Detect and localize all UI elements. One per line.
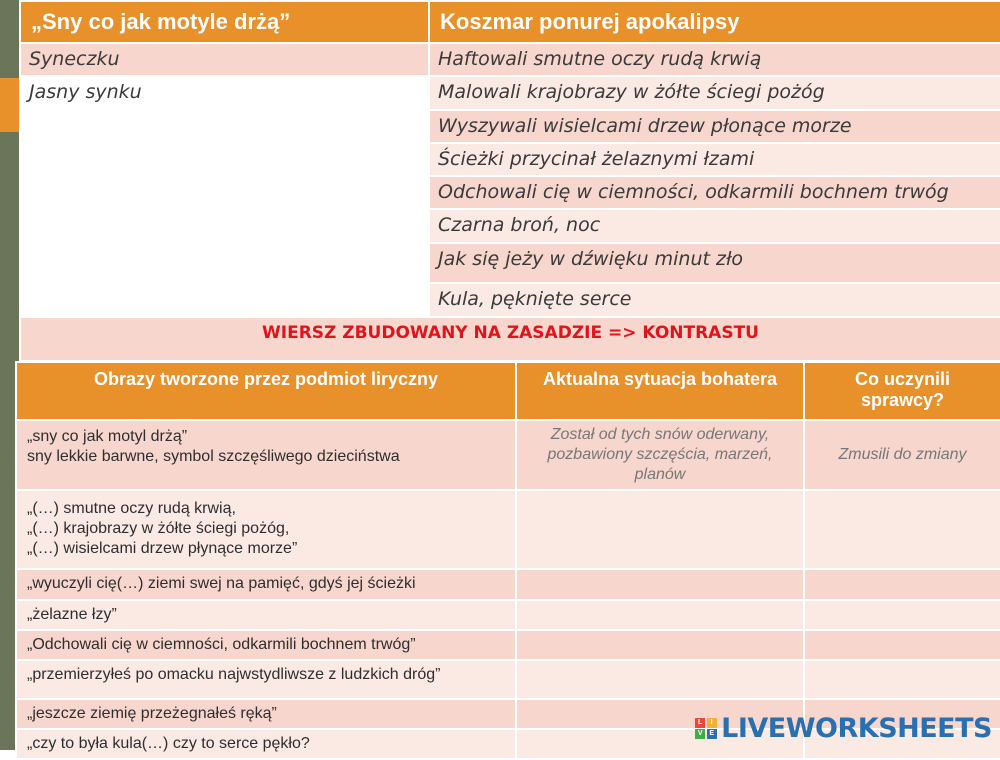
left-cell-jasny-synku: Jasny synku	[20, 76, 429, 317]
images-line: „Odchowali cię w ciemności, odkarmili bochnem trwóg”	[27, 636, 416, 653]
images-cell	[16, 569, 516, 600]
situation-input-cell[interactable]	[516, 630, 804, 660]
situation-input-cell[interactable]	[516, 490, 804, 569]
images-line: „wyuczyli cię(…) ziemi swej na pamięć, gdyś jej ścieżki	[27, 575, 416, 592]
right-cell: Haftowali smutne oczy rudą krwią	[429, 43, 1000, 76]
images-line: sny lekkie barwne, symbol szczęśliwego dzieciństwa	[27, 448, 400, 465]
logo-letter: I	[707, 718, 717, 728]
images-line: „(…) smutne oczy rudą krwią,	[27, 500, 236, 517]
right-cell: Ścieżki przycinał żelaznymi łzami	[429, 143, 1000, 176]
analysis-table	[15, 361, 1000, 760]
situation-input-cell[interactable]	[516, 569, 804, 600]
watermark-text: LIVEWORKSHEETS	[721, 713, 992, 744]
header-perpetrators: Co uczynili sprawcy?	[804, 362, 1000, 420]
images-line: „sny co jak motyl drżą”	[27, 428, 188, 445]
perpetrators-input-cell[interactable]	[804, 490, 1000, 569]
perpetrators-input-cell[interactable]	[804, 660, 1000, 699]
header-dreams: „Sny co jak motyle drżą”	[20, 1, 429, 43]
logo-letter: V	[695, 729, 705, 739]
liveworksheets-watermark	[695, 713, 992, 744]
images-line: „żelazne łzy”	[27, 606, 117, 623]
perpetrators-input-cell[interactable]	[804, 569, 1000, 600]
table-row	[16, 569, 1000, 600]
right-cell: Jak się jeży w dźwięku minut zło	[429, 243, 1000, 283]
images-line: „czy to była kula(…) czy to serce pękło?	[27, 735, 310, 752]
perpetrators-input-cell[interactable]	[804, 630, 1000, 660]
liveworksheets-logo-icon	[695, 718, 717, 740]
images-cell	[16, 699, 516, 729]
table-row	[16, 490, 1000, 569]
situation-input-cell[interactable]	[516, 660, 804, 699]
images-cell	[16, 600, 516, 630]
images-line: „(…) wisielcami drzew płynące morze”	[27, 540, 298, 557]
images-cell	[16, 420, 516, 490]
perpetrators-cell: Zmusili do zmiany	[804, 420, 1000, 490]
logo-letter: L	[695, 718, 705, 728]
header-images: Obrazy tworzone przez podmiot liryczny	[16, 362, 516, 420]
table-row	[16, 600, 1000, 630]
images-cell	[16, 660, 516, 699]
images-cell	[16, 729, 516, 759]
comparison-table	[19, 0, 1000, 362]
situation-cell: Został od tych snów oderwany, pozbawiony szczęścia, marzeń, planów	[516, 420, 804, 490]
header-situation: Aktualna sytuacja bohatera	[516, 362, 804, 420]
comparison-header-row	[20, 1, 1000, 43]
right-cell: Wyszywali wisielcami drzew płonące morze	[429, 110, 1000, 143]
right-cell: Kula, pęknięte serce	[429, 283, 1000, 317]
left-decor-accent	[0, 78, 19, 132]
perpetrators-input-cell[interactable]	[804, 600, 1000, 630]
table-row	[16, 420, 1000, 490]
table-row	[16, 630, 1000, 660]
right-cell: Odchowali cię w ciemności, odkarmili bochnem trwóg	[429, 176, 1000, 209]
images-cell	[16, 490, 516, 569]
right-cell: Czarna broń, noc	[429, 209, 1000, 243]
images-cell	[16, 630, 516, 660]
images-line: „(…) krajobrazy w żółte ściegi pożóg,	[27, 520, 290, 537]
header-apocalypse: Koszmar ponurej apokalipsy	[429, 1, 1000, 43]
analysis-header-row	[16, 362, 1000, 420]
logo-letter: E	[707, 729, 717, 739]
images-line: „przemierzyłeś po omacku najwstydliwsze z ludzkich dróg”	[27, 666, 441, 683]
right-cell: Malowali krajobrazy w żółte ściegi pożóg	[429, 76, 1000, 110]
table-row	[16, 660, 1000, 699]
contrast-banner: WIERSZ ZBUDOWANY NA ZASADZIE => KONTRASTU	[20, 317, 1000, 361]
situation-input-cell[interactable]	[516, 600, 804, 630]
left-cell-syneczku: Syneczku	[20, 43, 429, 76]
images-line: „jeszcze ziemię przeżegnałeś ręką”	[27, 705, 277, 722]
